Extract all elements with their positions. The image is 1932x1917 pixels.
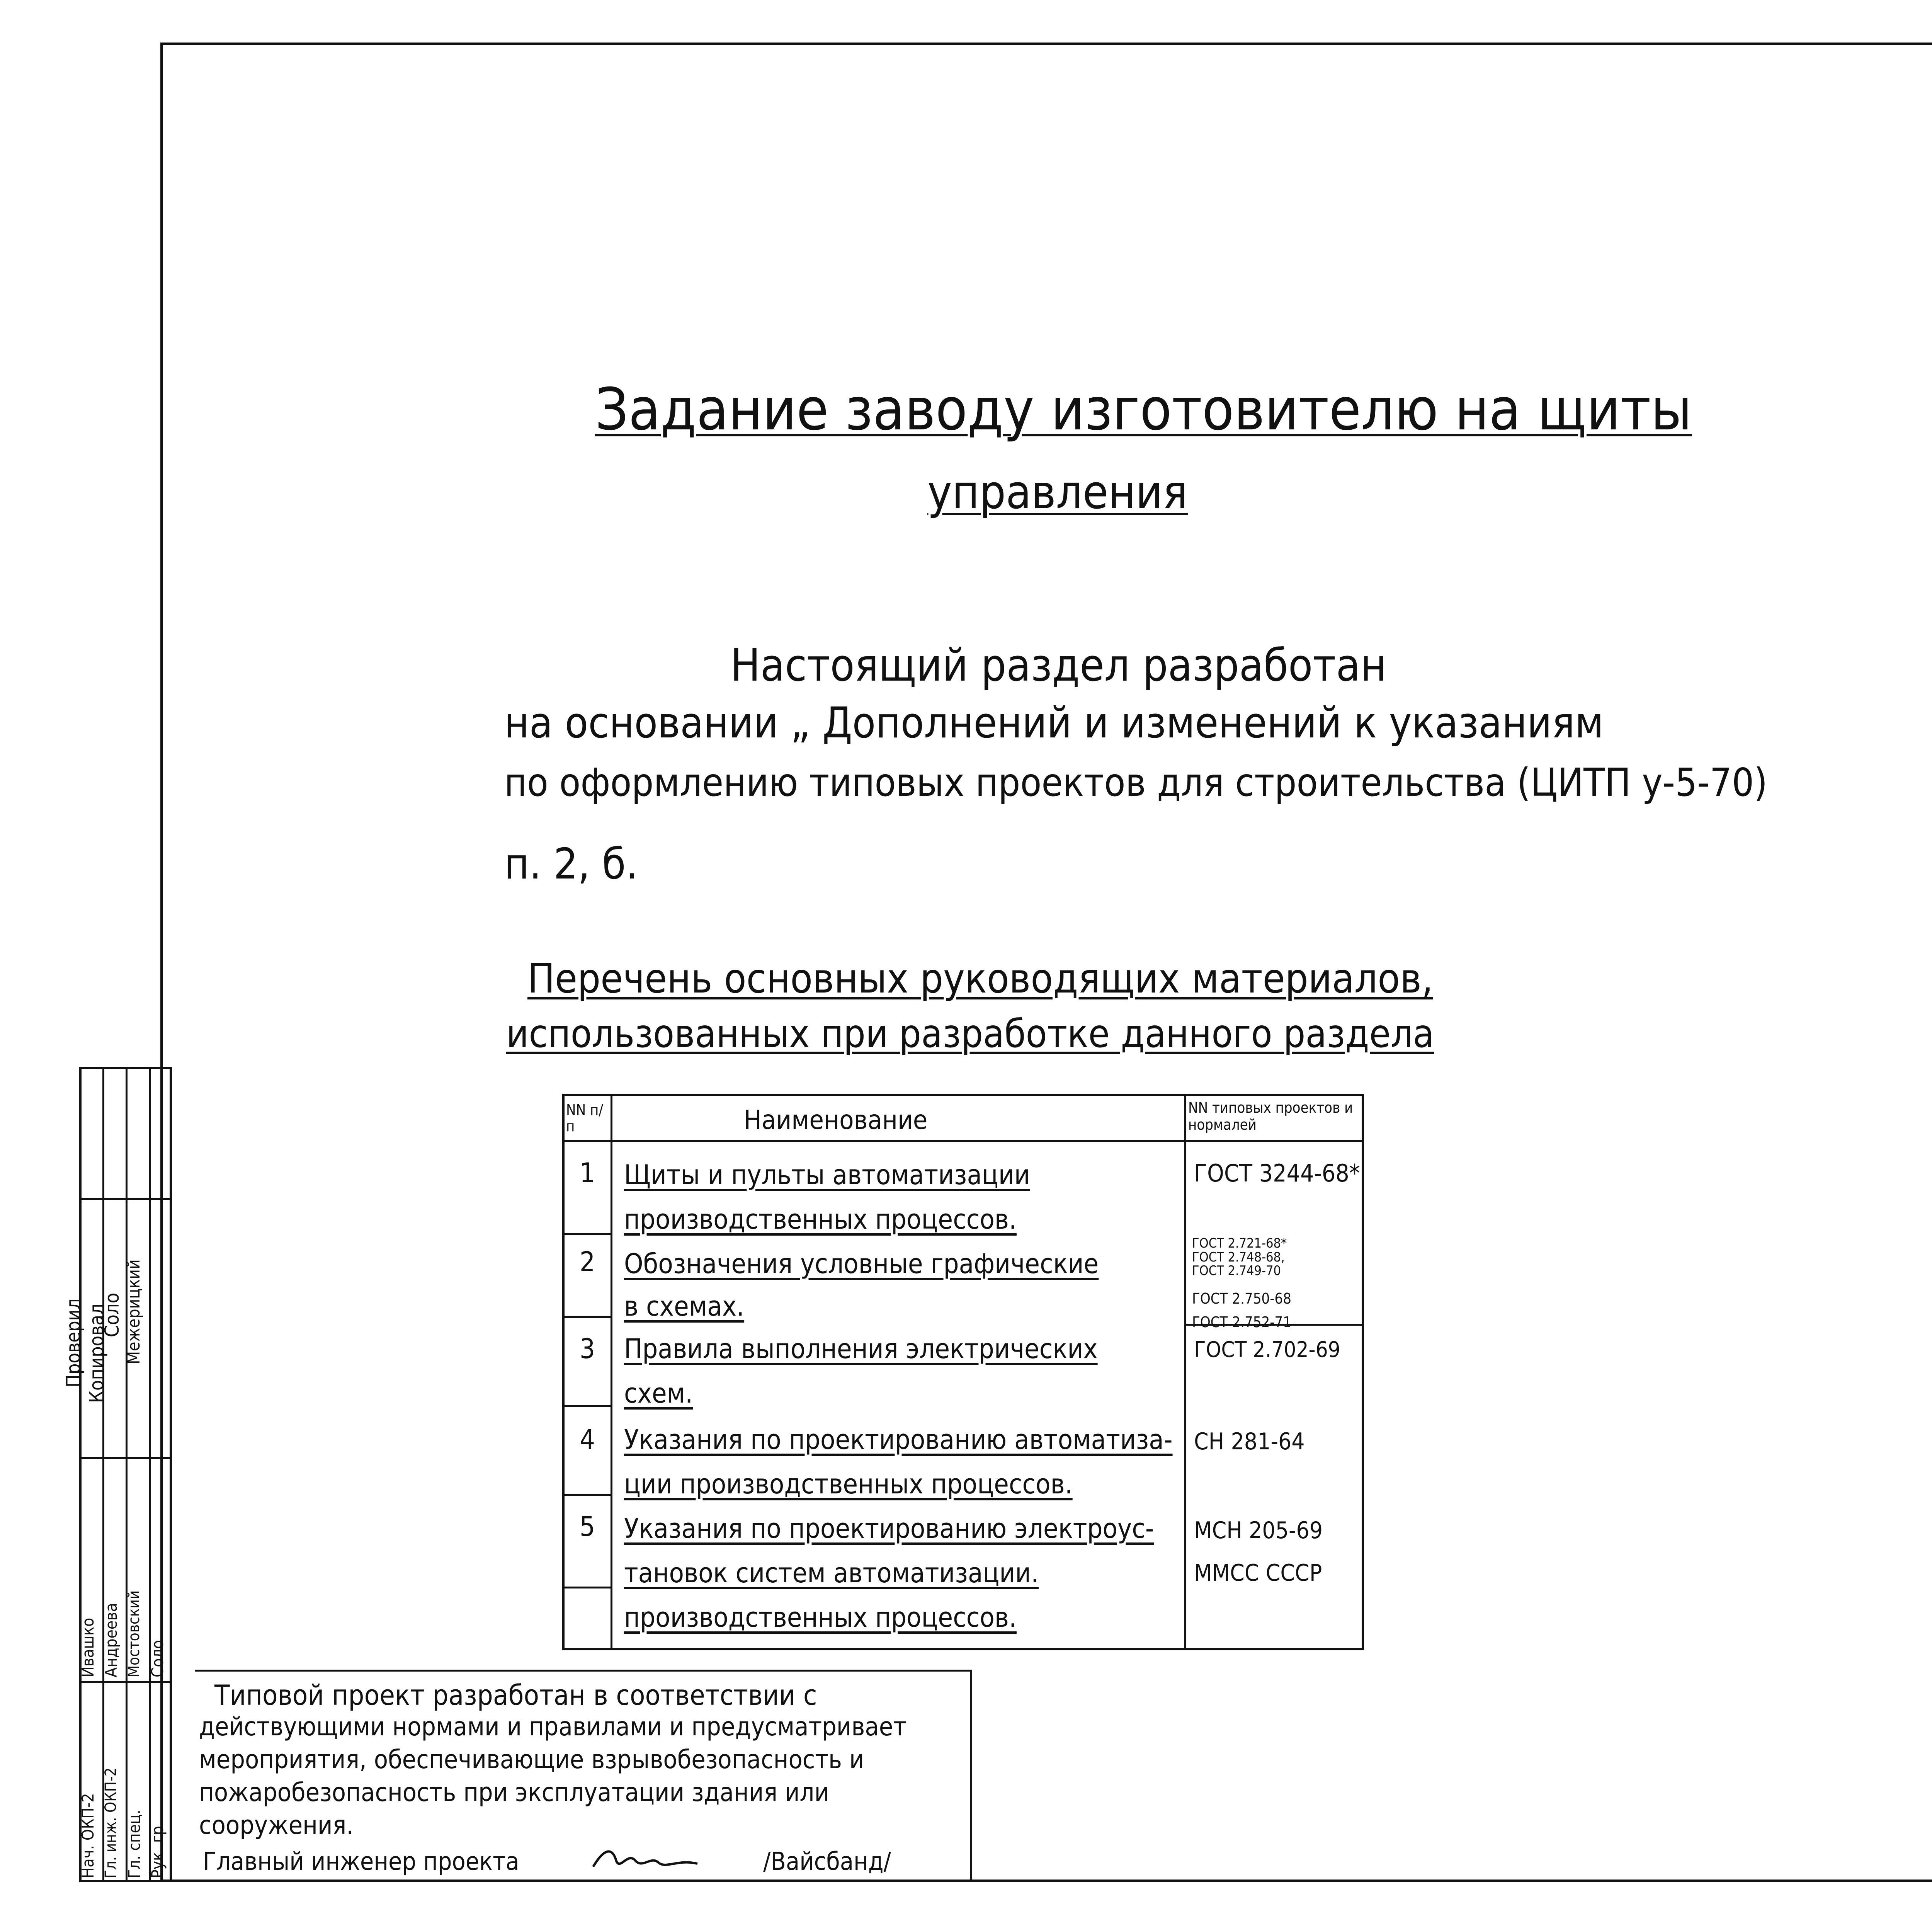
materials-row4-name1: Указания по проектированию автоматиза- — [624, 1424, 1173, 1456]
note-line1: Типовой проект разработан в соответствии с — [214, 1679, 817, 1711]
materials-row3-ref1: ГОСТ 2.702-69 — [1194, 1337, 1340, 1362]
side-stamp-role-1: Нач. ОКП-2 — [78, 1793, 97, 1878]
main-title-line1: Задание заводу изготовителю на щиты — [595, 376, 1692, 443]
side-stamp-c1-a: Проверил — [62, 1298, 85, 1388]
materials-title-line1: Перечень основных руководящих материалов, — [527, 955, 1433, 1002]
note-line5: сооружения. — [199, 1810, 354, 1840]
side-stamp-c2-b: Межерицкий — [124, 1259, 144, 1364]
note-block — [195, 1670, 972, 1882]
chief-engineer-label: Главный инженер проекта — [203, 1847, 519, 1876]
side-stamp-role-3: Гл. спец. — [125, 1810, 144, 1878]
materials-row2-ref1: ГОСТ 2.721-68* ГОСТ 2.748-68, ГОСТ 2.749-70 — [1192, 1236, 1287, 1279]
materials-row5-ref2: ММСС СССР — [1194, 1559, 1322, 1587]
side-stamp-c1-b: Копировал — [85, 1303, 108, 1403]
materials-row1-ref1: ГОСТ 3244-68* — [1194, 1159, 1360, 1187]
side-stamp — [62, 1067, 172, 1882]
materials-row3-name1: Правила выполнения электрических — [624, 1333, 1098, 1365]
side-stamp-name-2: Андреева — [102, 1603, 121, 1677]
note-line2: действующими нормами и правилами и предусматривает — [199, 1712, 906, 1742]
materials-row3-name2: схем. — [624, 1377, 693, 1409]
intro-line2: на основании „ Дополнений и изменений к указаниям — [504, 698, 1604, 747]
materials-row1-num: 1 — [580, 1157, 595, 1189]
materials-table — [562, 1094, 1364, 1650]
note-line3: мероприятия, обеспечивающие взрывобезопасность и — [199, 1745, 864, 1774]
materials-row1-name2: производственных процессов. — [624, 1204, 1017, 1235]
materials-header-num: NN п/п — [566, 1102, 603, 1135]
chief-engineer-name: /Вайсбанд/ — [763, 1847, 891, 1876]
intro-line3: по оформлению типовых проектов для строительства (ЦИТП у-5-70) — [504, 760, 1768, 805]
side-stamp-name-3: Мостовский — [125, 1590, 143, 1677]
materials-row4-name2: ции производственных процессов. — [624, 1468, 1073, 1500]
materials-header-ref: NN типовых проектов и нормалей — [1188, 1099, 1353, 1133]
materials-row2-name1: Обозначения условные графические — [624, 1248, 1099, 1280]
side-stamp-role-2: Гл. инж. ОКП-2 — [102, 1767, 120, 1878]
side-stamp-c2-a: Соло — [101, 1292, 123, 1337]
side-stamp-role-4: Рук. гр. — [148, 1821, 167, 1878]
materials-row1-name1: Щиты и пульты автоматизации — [624, 1159, 1030, 1191]
materials-row3-num: 3 — [580, 1333, 595, 1365]
materials-row6-name1: производственных процессов. — [624, 1602, 1017, 1633]
materials-header-name: Наименование — [744, 1105, 928, 1136]
materials-row5-ref1: МСН 205-69 — [1194, 1517, 1323, 1544]
materials-row5-name1: Указания по проектированию электроус- — [624, 1513, 1154, 1544]
materials-row2-ref2: ГОСТ 2.750-68 ГОСТ 2.752-71 — [1192, 1290, 1292, 1331]
materials-row5-name2: тановок систем автоматизации. — [624, 1557, 1039, 1589]
note-line4: пожаробезопасность при эксплуатации здания или — [199, 1777, 830, 1807]
main-title-line2: управления — [927, 466, 1188, 519]
materials-row4-num: 4 — [580, 1424, 595, 1456]
materials-row2-num: 2 — [580, 1246, 595, 1278]
side-stamp-name-4: Соло — [148, 1640, 167, 1677]
materials-title-line2: использованных при разработке данного раздела — [506, 1011, 1434, 1056]
materials-row2-name2: в схемах. — [624, 1290, 745, 1322]
intro-line1: Настоящий раздел разработан — [730, 640, 1387, 691]
side-stamp-name-1: Ивашко — [78, 1617, 97, 1677]
materials-row4-ref1: СН 281-64 — [1194, 1428, 1305, 1455]
materials-row5-num: 5 — [580, 1511, 595, 1542]
intro-line4: п. 2, б. — [504, 839, 638, 889]
chief-engineer-signature — [589, 1840, 705, 1878]
